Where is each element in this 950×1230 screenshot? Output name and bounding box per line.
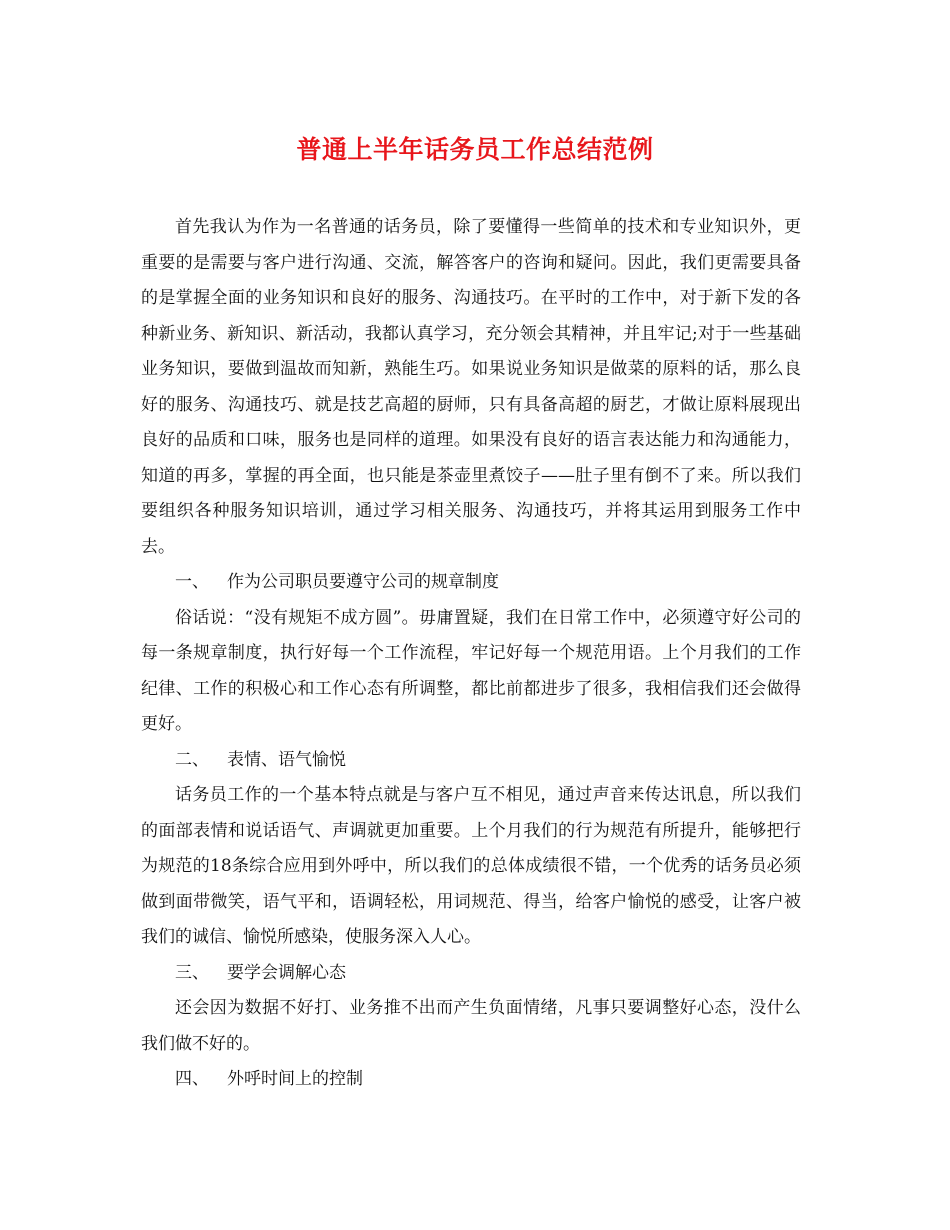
section-number-3: 三、 xyxy=(175,962,209,983)
section-heading-text-4: 外呼时间上的控制 xyxy=(227,1069,363,1089)
section-heading-text-2: 表情、语气愉悦 xyxy=(227,749,346,770)
section-number-4: 四、 xyxy=(175,1069,209,1089)
section-number-2: 二、 xyxy=(175,749,209,770)
document-title: 普通上半年话务员工作总结范例 xyxy=(296,135,654,164)
intro-paragraph: 首先我认为作为一名普通的话务员，除了要懂得一些简单的技术和专业知识外，更重要的是需要与客户进行沟通、交流，解答客户的咨询和疑问。因此，我们更需要具备的是掌握全面的业务知识和良好的服务、沟通技巧。在平时的工作中，对于新下发的各种新业务、新知识、新活动，我都认真学习，充分领会其精神，并且牢记;对于一些基础业务知识，要做到温故而知新，熟能生巧。如果说业务知识是做菜的原料的话，那么良好的服务、沟通技巧、就是技艺高超的厨师，只有具备高超的厨艺，才做让原料展现出良好的品质和口味，服务也是同样的道理。如果没有良好的语言表达能力和沟通能力，知道的再多，掌握的再全面，也只能是茶壶里煮饺子——肚子里有倒不了来。所以我们要组织各种服务知识培训，通过学习相关服务、沟通技巧，并将其运用到服务工作中去。 xyxy=(141,217,801,557)
section-number-1: 一、 xyxy=(175,572,209,592)
section-body-1: 俗话说：“没有规矩不成方圆”。毋庸置疑，我们在日常工作中，必须遵守好公司的每一条规章制度，执行好每一个工作流程，牢记好每一个规范用语。上个月我们的工作纪律、工作的积极心和工作心态有所调整，都比前都进步了很多，我相信我们还会做得更好。 xyxy=(141,607,801,734)
section-heading-text-3: 要学会调解心态 xyxy=(227,962,346,983)
section-body-2: 话务员工作的一个基本特点就是与客户互不相见，通过声音来传达讯息，所以我们的面部表情和说话语气、声调就更加重要。上个月我们的行为规范有所提升，能够把行为规范的18条综合应用到外呼中，所以我们的总体成绩很不错，一个优秀的话务员必须做到面带微笑，语气平和，语调轻松，用词规范、得当，给客户愉悦的感受，让客户被我们的诚信、愉悦所感染，使服务深入人心。 xyxy=(141,785,801,947)
section-heading-4 xyxy=(141,1062,801,1098)
section-heading-1 xyxy=(141,565,801,601)
section-heading-text-1: 作为公司职员要遵守公司的规章制度 xyxy=(227,572,499,592)
section-heading-2 xyxy=(141,743,801,779)
section-body-3: 还会因为数据不好打、业务推不出而产生负面情绪，凡事只要调整好心态，没什么我们做不好的。 xyxy=(141,998,801,1054)
document-body xyxy=(141,210,801,1098)
section-heading-3 xyxy=(141,956,801,992)
